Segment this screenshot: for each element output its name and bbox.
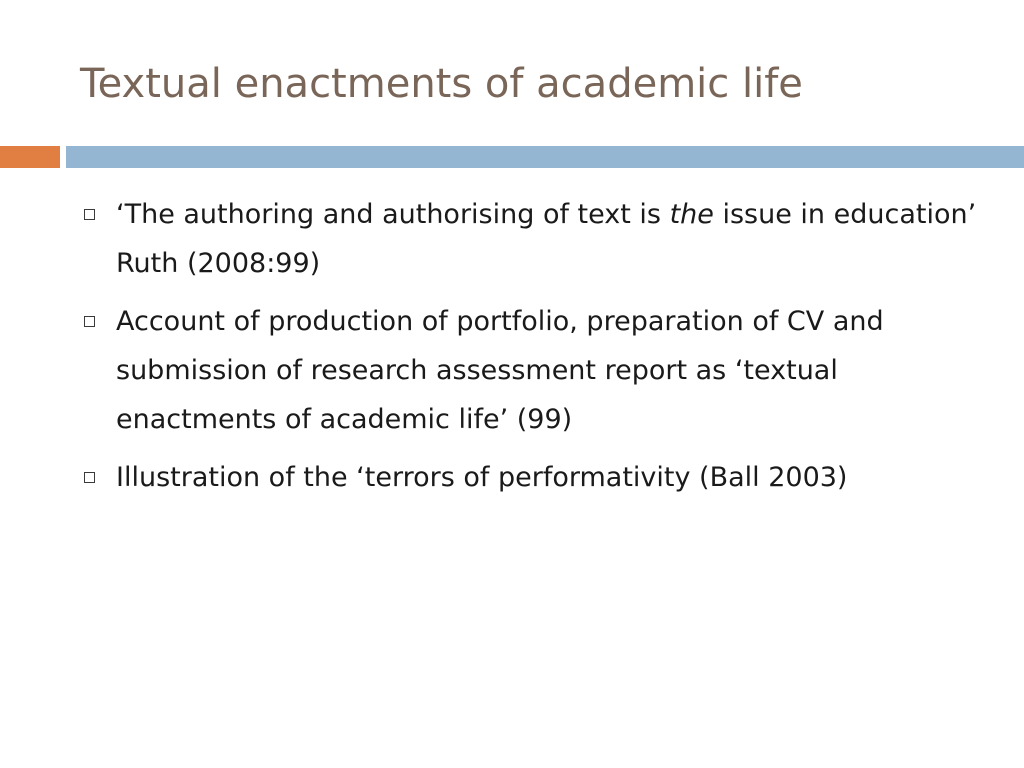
bullet-item [80,453,980,502]
hollow-square-bullet-icon [84,209,95,220]
hollow-square-bullet-icon [84,316,95,327]
bullet-text: Illustration of the ‘terrors of performativity (Ball 2003) [116,462,848,493]
bullet-item [80,190,980,288]
accent-bar-blue [66,146,1024,168]
bullet-item [80,297,980,444]
slide-title: Textual enactments of academic life [80,61,803,107]
bullet-text-before: ‘The authoring and authorising of text is [116,199,670,230]
bullet-text-after: issue in education’ Ruth (2008:99) [116,199,977,279]
bullet-list [80,190,980,511]
hollow-square-bullet-icon [84,472,95,483]
bullet-text-emphasis: the [669,199,714,230]
accent-bar-orange [0,146,60,168]
bullet-text: Account of production of portfolio, preparation of CV and submission of research assessment report as ‘textual enactments of academic life’ (99) [116,306,884,435]
